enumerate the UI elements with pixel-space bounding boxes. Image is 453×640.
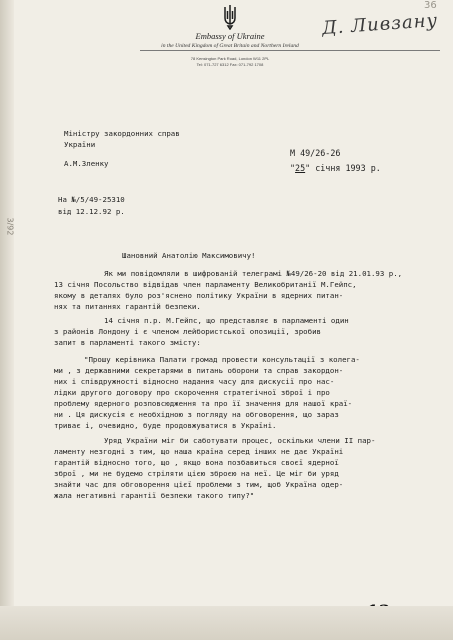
body-line: нях та питаннях гарантій безпеки. [54, 302, 201, 311]
outgoing-ref-date: "25" січня 1993 р. [290, 163, 381, 173]
recipient-line-2: України [64, 140, 96, 149]
body-line: зброї , ми не будемо стріляти цією зброєю на неї. Це міг би уряд [54, 469, 339, 478]
salutation: Шановний Анатолію Максимовичу! [122, 251, 256, 260]
outgoing-ref-number: М 49/26-26 [290, 148, 341, 158]
handwritten-signature: Д. Ливзану [321, 9, 439, 40]
margin-note: 3/92 [5, 217, 15, 236]
letterhead-subtitle: in the United Kingdom of Great Britain and Northern Ireland [161, 43, 299, 49]
letterhead-title: Embassy of Ukraine [195, 31, 265, 41]
corner-number: 36 [424, 0, 437, 11]
in-reply-number: На №/5/49-25310 [58, 195, 125, 204]
letterhead-address: 78 Kensington Park Road, London W11 2PL [190, 56, 270, 61]
recipient-line-3: А.М.Зленку [64, 159, 109, 168]
letterhead-phones: Tel: 071-727 6312 Fax: 071-792 1708 [196, 62, 264, 67]
body-line: Як ми повідомляли в шифрованій телеграмі №49/26-20 від 21.01.93 р., [104, 269, 403, 278]
body-line: триває і, очевидно, буде продовжуватися в Україні. [54, 421, 277, 430]
body-line: "Прошу керівника Палати громад провести консультації з колега- [84, 355, 360, 364]
body-line: ламенту незгодні з тим, що наша країна серед інших не дає Україні [54, 447, 344, 456]
body-line: ни . Ця дискусія є необхідною з погляду на обговорення, що зараз [54, 410, 339, 419]
body-line: 14 січня п.р. М.Гейпс, що представляє в парламенті один [104, 316, 349, 325]
body-line: гарантій відносно того, що , якщо вона позбавиться своєї ядерної [54, 458, 339, 467]
body-line: з районів Лондону і є членом лейбористської опозиції, зробив [54, 327, 321, 336]
body-line: жала негативні гарантії безпеки такого типу?" [54, 491, 255, 500]
body-line: Уряд України міг би саботувати процес, оскільки члени ІІ пар- [104, 436, 376, 445]
binder-edge [0, 0, 14, 640]
in-reply-date: від 12.12.92 р. [58, 207, 125, 216]
body-line: них і співдружності відносно надання часу для дискусії про нас- [54, 377, 335, 386]
body-line: знайти час для обговорення цієї проблеми з тим, щоб Україна одер- [54, 480, 344, 489]
letterhead-rule [140, 50, 440, 51]
scan-shadow [0, 606, 453, 640]
body-line: ми , з державними секретарями в питань оборони та справ закордон- [54, 366, 344, 375]
body-line: запит в парламенті такого змісту: [54, 338, 201, 347]
recipient-line-1: Міністру закордонних справ [64, 129, 180, 138]
trident-icon [222, 4, 238, 30]
body-line: 13 січня Посольство відвідав член парламенту Великобританії М.Гейпс, [54, 280, 357, 289]
body-line: лідки другого договору про скорочення стратегічної зброї і про [54, 388, 330, 397]
body-line: якому в деталях було роз'яснено політику України в ядерних питан- [54, 291, 344, 300]
body-line: проблему ядерного розповсюдження та про її значення для нашої краї- [54, 399, 353, 408]
